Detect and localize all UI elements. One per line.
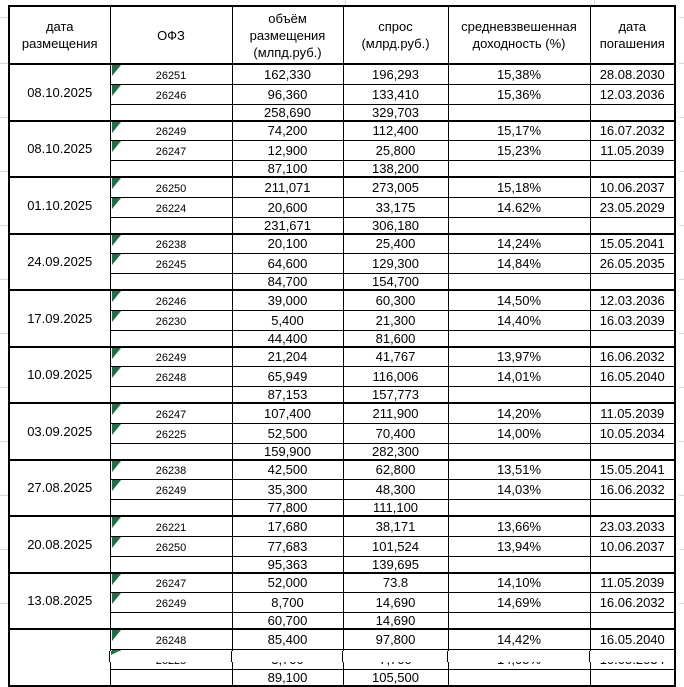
empty-cell[interactable] [110,556,232,573]
header-line: ОФЗ [157,27,185,43]
ofz-code-cell[interactable] [110,423,232,443]
maturity-date-cell[interactable]: 26.05.2035 [590,254,675,274]
demand-cell[interactable]: 25,400 [343,234,448,254]
placement-date-cell[interactable]: 27.08.2025 [9,460,110,517]
empty-cell[interactable] [590,669,675,686]
worksheet-gridline [679,441,684,442]
demand-cell[interactable]: 21,300 [343,310,448,330]
yield-cell[interactable]: 13,97% [448,347,590,367]
error-indicator-triangle-icon [112,291,121,302]
worksheet-gridline [679,63,684,64]
table-row [9,460,675,480]
empty-cell[interactable] [448,104,590,121]
worksheet-gridline [679,17,684,18]
empty-cell[interactable] [590,217,675,234]
ofz-code-cell[interactable] [110,121,232,141]
yield-cell[interactable]: 13,66% [448,516,590,536]
demand-cell[interactable]: 116,006 [343,367,448,387]
demand-cell[interactable]: 25,800 [343,141,448,161]
empty-cell[interactable] [448,217,590,234]
worksheet-gridline [0,279,8,280]
demand-cell[interactable]: 101,524 [343,536,448,556]
empty-cell[interactable] [448,556,590,573]
worksheet-gridline [679,117,684,118]
worksheet-gridline [0,495,8,496]
header-line: (млпд.руб.) [253,44,322,60]
placement-date-cell[interactable]: 10.09.2025 [9,347,110,404]
cell-border-stub [231,651,232,662]
ofz-code-cell[interactable] [110,480,232,500]
ofz-code: 26250 [155,182,187,195]
error-indicator-triangle-icon [112,122,121,133]
empty-cell[interactable] [110,443,232,460]
volume-cell[interactable]: 211,071 [232,177,343,197]
demand-cell[interactable]: 41,767 [343,347,448,367]
yield-cell[interactable]: 14,42% [448,629,590,649]
volume-cell[interactable]: 52,500 [232,423,343,443]
empty-cell[interactable] [110,387,232,404]
yield-cell[interactable]: 15,36% [448,84,590,104]
worksheet-gridline [0,333,8,334]
demand-cell[interactable]: 48,300 [343,480,448,500]
placement-date-cell[interactable]: 13.08.2025 [9,573,110,630]
empty-cell[interactable] [110,161,232,178]
empty-cell[interactable] [110,104,232,121]
maturity-date-cell[interactable]: 16.03.2039 [590,310,675,330]
ofz-code: 26238 [155,465,187,478]
error-indicator-triangle-icon [112,311,121,322]
ofz-code-cell[interactable] [110,536,232,556]
volume-total-cell[interactable]: 60,700 [232,613,343,630]
error-indicator-triangle-icon [112,537,121,548]
error-indicator-triangle-icon [112,235,121,246]
header-maturity-date[interactable] [590,6,675,64]
yield-cell[interactable]: 14,00% [448,423,590,443]
worksheet-gridline [0,225,8,226]
demand-cell[interactable]: 73.8 [343,573,448,593]
bottom-row-sliver [8,651,678,662]
yield-cell[interactable]: 14,20% [448,403,590,423]
error-indicator-triangle-icon [112,574,121,585]
ofz-code: 26246 [155,89,187,102]
maturity-date-cell[interactable]: 28.08.2030 [590,64,675,84]
maturity-date-cell[interactable]: 23.05.2029 [590,197,675,217]
volume-total-cell[interactable]: 231,671 [232,217,343,234]
error-indicator-triangle-icon [112,85,121,96]
yield-cell[interactable]: 15,17% [448,121,590,141]
worksheet-gridline [0,441,8,442]
worksheet-gridline [679,603,684,604]
header-line: дата [45,19,74,34]
ofz-code: 26248 [155,372,187,384]
demand-cell[interactable]: 112,400 [343,121,448,141]
maturity-date-cell[interactable]: 16.05.2040 [590,629,675,649]
demand-cell[interactable]: 196,293 [343,64,448,84]
worksheet-gridline [0,387,8,388]
maturity-date-cell[interactable]: 12.03.2036 [590,84,675,104]
maturity-date-cell[interactable]: 10.06.2037 [590,536,675,556]
volume-total-cell[interactable]: 84,700 [232,274,343,291]
maturity-date-cell[interactable]: 16.06.2032 [590,593,675,613]
maturity-date-cell[interactable]: 23.03.2033 [590,516,675,536]
ofz-code: 26249 [155,352,187,365]
error-indicator-triangle-icon [112,424,121,435]
empty-cell[interactable] [448,443,590,460]
empty-cell[interactable] [590,613,675,630]
demand-total-cell[interactable]: 329,703 [343,104,448,121]
maturity-date-cell[interactable]: 11.05.2039 [590,573,675,593]
placement-date-cell[interactable]: 24.09.2025 [9,234,110,291]
maturity-date-cell[interactable]: 10.06.2037 [590,177,675,197]
demand-total-cell[interactable]: 105,500 [343,669,448,686]
volume-cell[interactable]: 42,500 [232,460,343,480]
placement-date-cell[interactable]: 17.09.2025 [9,290,110,347]
empty-cell[interactable] [590,161,675,178]
demand-cell[interactable]: 273,005 [343,177,448,197]
table-row [9,403,675,423]
ofz-code-cell[interactable] [110,177,232,197]
header-line: размещения [249,27,326,43]
ofz-code-cell[interactable] [110,403,232,423]
yield-cell[interactable]: 13,94% [448,536,590,556]
ofz-code-cell[interactable] [110,197,232,217]
table-row [9,516,675,536]
volume-cell[interactable]: 96,360 [232,84,343,104]
demand-cell[interactable]: 211,900 [343,403,448,423]
worksheet-gridline [0,117,8,118]
ofz-code: 26249 [155,485,187,497]
worksheet-gridline [679,495,684,496]
table-header [9,6,675,64]
error-indicator-triangle-icon [112,178,121,189]
ofz-code: 26225 [155,428,187,441]
ofz-code: 26251 [155,69,187,82]
volume-cell[interactable]: 65,949 [232,367,343,387]
demand-cell[interactable]: 60,300 [343,290,448,310]
table-row [9,121,675,141]
error-indicator-triangle-icon [112,198,121,209]
ofz-code: 26250 [155,541,187,554]
maturity-date-cell[interactable]: 16.06.2032 [590,480,675,500]
table-row [9,64,675,84]
placement-date-cell[interactable]: 08.10.2025 [9,121,110,178]
error-indicator-triangle-icon [112,367,121,378]
volume-cell[interactable]: 21,204 [232,347,343,367]
header-yield[interactable] [448,6,590,64]
worksheet-gridline [0,603,8,604]
error-indicator-triangle-icon [112,480,121,491]
maturity-date-cell[interactable]: 15.05.2041 [590,460,675,480]
table-row [9,629,675,649]
yield-cell[interactable]: 14,10% [448,573,590,593]
volume-cell[interactable]: 85,400 [232,629,343,649]
demand-cell[interactable]: 62,800 [343,460,448,480]
cell-border-stub [447,651,448,662]
cell-border-stub [8,651,10,662]
ofz-code: 26230 [155,315,187,328]
volume-cell[interactable]: 52,000 [232,573,343,593]
empty-cell[interactable] [448,387,590,404]
empty-cell[interactable] [110,330,232,347]
empty-cell[interactable] [110,613,232,630]
header-line: объём [268,10,307,26]
ofz-code-cell[interactable] [110,254,232,274]
empty-cell[interactable] [448,330,590,347]
volume-cell[interactable]: 12,900 [232,141,343,161]
volume-cell[interactable]: 20,600 [232,197,343,217]
ofz-code: 26248 [155,634,187,647]
ofz-code-cell[interactable] [110,234,232,254]
header-row [9,6,675,64]
demand-cell[interactable]: 129,300 [343,254,448,274]
yield-cell[interactable]: 14,40% [448,310,590,330]
worksheet-gridline [679,279,684,280]
worksheet-gridline [679,549,684,550]
empty-cell[interactable] [590,443,675,460]
ofz-code-cell[interactable] [110,347,232,367]
yield-cell[interactable]: 14,24% [448,234,590,254]
header-line: дата [618,19,647,34]
maturity-date-cell[interactable]: 16.05.2040 [590,367,675,387]
error-indicator-triangle-icon [112,348,121,359]
demand-total-cell[interactable]: 139,695 [343,556,448,573]
table-row [9,347,675,367]
ofz-code-cell[interactable] [110,367,232,387]
cell-border-stub [109,651,110,662]
empty-cell[interactable] [110,500,232,517]
volume-total-cell[interactable]: 87,153 [232,387,343,404]
yield-cell[interactable]: 14,03% [448,480,590,500]
worksheet-gridline [679,387,684,388]
empty-cell[interactable] [110,274,232,291]
yield-cell[interactable]: 14,84% [448,254,590,274]
yield-cell[interactable]: 15,18% [448,177,590,197]
header-volume[interactable] [232,6,343,64]
yield-cell[interactable]: 14,01% [448,367,590,387]
placement-date-cell[interactable]: 08.10.2025 [9,64,110,121]
empty-cell[interactable] [448,669,590,686]
demand-cell[interactable]: 33,175 [343,197,448,217]
maturity-date-cell[interactable]: 11.05.2039 [590,403,675,423]
ofz-code-cell[interactable] [110,629,232,649]
worksheet-gridline [0,17,8,18]
empty-cell[interactable] [448,500,590,517]
table-body [9,64,675,686]
yield-cell[interactable]: 13,51% [448,460,590,480]
ofz-code-cell[interactable] [110,64,232,84]
error-indicator-triangle-icon [112,254,121,265]
placement-date-cell[interactable]: 01.10.2025 [9,177,110,234]
volume-cell[interactable]: 107,400 [232,403,343,423]
yield-cell[interactable]: 15,38% [448,64,590,84]
demand-total-cell[interactable]: 81,600 [343,330,448,347]
placement-date-cell[interactable]: 20.08.2025 [9,516,110,573]
error-indicator-triangle-icon [112,517,121,528]
header-placement-date[interactable] [9,6,110,64]
worksheet-gridline [679,171,684,172]
placement-date-cell[interactable]: 03.09.2025 [9,403,110,460]
volume-cell[interactable]: 39,000 [232,290,343,310]
volume-cell[interactable]: 162,330 [232,64,343,84]
maturity-date-cell[interactable]: 10.05.2034 [590,423,675,443]
volume-cell[interactable]: 5,400 [232,310,343,330]
header-demand[interactable] [343,6,448,64]
table-row [9,290,675,310]
maturity-date-cell[interactable]: 15.05.2041 [590,234,675,254]
demand-total-cell[interactable]: 282,300 [343,443,448,460]
maturity-date-cell[interactable]: 12.03.2036 [590,290,675,310]
ofz-code: 26247 [155,578,187,591]
ofz-code-cell[interactable] [110,593,232,613]
volume-cell[interactable]: 20,100 [232,234,343,254]
ofz-code-cell[interactable] [110,460,232,480]
demand-total-cell[interactable]: 14,690 [343,613,448,630]
ofz-code-cell[interactable] [110,290,232,310]
ofz-auction-table [8,5,676,687]
left-margin [0,0,8,662]
volume-total-cell[interactable]: 95,363 [232,556,343,573]
error-indicator-triangle-icon [112,141,121,152]
volume-total-cell[interactable]: 77,800 [232,500,343,517]
ofz-code-cell[interactable] [110,573,232,593]
volume-cell[interactable]: 77,683 [232,536,343,556]
worksheet-gridline [0,63,8,64]
volume-total-cell[interactable]: 87,100 [232,161,343,178]
error-indicator-triangle-icon [112,404,121,415]
volume-cell[interactable]: 17,680 [232,516,343,536]
demand-cell[interactable]: 14,690 [343,593,448,613]
volume-cell[interactable]: 35,300 [232,480,343,500]
demand-total-cell[interactable]: 154,700 [343,274,448,291]
table-row [9,573,675,593]
demand-cell[interactable]: 133,410 [343,84,448,104]
empty-cell[interactable] [448,161,590,178]
ofz-code: 26245 [155,259,187,271]
volume-cell[interactable]: 64,600 [232,254,343,274]
error-indicator-triangle-icon [111,651,119,655]
empty-cell[interactable] [590,330,675,347]
ofz-code-cell[interactable] [110,516,232,536]
volume-total-cell[interactable]: 44,400 [232,330,343,347]
table-row [9,177,675,197]
worksheet-gridline [679,333,684,334]
table-row [9,234,675,254]
worksheet-gridline [679,225,684,226]
empty-cell[interactable] [590,500,675,517]
yield-cell[interactable]: 14.62% [448,197,590,217]
volume-cell[interactable]: 74,200 [232,121,343,141]
ofz-code: 26249 [155,126,187,139]
ofz-code-cell[interactable] [110,84,232,104]
yield-cell[interactable]: 14,69% [448,593,590,613]
demand-total-cell[interactable]: 157,773 [343,387,448,404]
header-line: погашения [599,36,665,51]
ofz-code: 26221 [155,521,187,534]
empty-cell[interactable] [110,217,232,234]
right-margin [679,0,684,662]
cell-border-stub [342,651,343,662]
error-indicator-triangle-icon [112,593,121,604]
ofz-code: 26246 [155,295,187,308]
ofz-code: 26249 [155,598,187,610]
ofz-code: 26247 [155,146,187,158]
header-line: средневзвешенная [461,19,577,34]
empty-cell[interactable] [590,274,675,291]
volume-total-cell[interactable]: 159,900 [232,443,343,460]
header-line: (млрд.руб.) [361,36,430,51]
volume-total-cell[interactable]: 258,690 [232,104,343,121]
demand-total-cell[interactable]: 138,200 [343,161,448,178]
demand-total-cell[interactable]: 111,100 [343,500,448,517]
error-indicator-triangle-icon [112,461,121,472]
demand-total-cell[interactable]: 306,180 [343,217,448,234]
empty-cell[interactable] [448,274,590,291]
empty-cell[interactable] [448,613,590,630]
empty-cell[interactable] [110,669,232,686]
yield-cell[interactable]: 15,23% [448,141,590,161]
ofz-code-cell[interactable] [110,141,232,161]
empty-cell[interactable] [590,556,675,573]
worksheet-gridline [0,171,8,172]
cell-border-stub [674,651,676,662]
ofz-code: 26247 [155,408,187,421]
empty-cell[interactable] [590,387,675,404]
header-line: доходность (%) [472,36,566,51]
header-line: размещения [21,36,98,51]
empty-cell[interactable] [590,104,675,121]
maturity-date-cell[interactable]: 16.07.2032 [590,121,675,141]
error-indicator-triangle-icon [112,65,121,76]
volume-total-cell[interactable]: 89,100 [232,669,343,686]
demand-cell[interactable]: 38,171 [343,516,448,536]
demand-cell[interactable]: 70,400 [343,423,448,443]
maturity-date-cell[interactable]: 16.06.2032 [590,347,675,367]
demand-cell[interactable]: 97,800 [343,629,448,649]
ofz-code: 26238 [155,239,187,252]
error-indicator-triangle-icon [112,630,121,641]
header-line: спрос [378,19,413,34]
header-ofz[interactable] [110,6,232,64]
ofz-code-cell[interactable] [110,310,232,330]
ofz-code: 26224 [155,202,187,215]
worksheet-gridline [0,549,8,550]
volume-cell[interactable]: 8,700 [232,593,343,613]
cell-border-stub [589,651,590,662]
yield-cell[interactable]: 14,50% [448,290,590,310]
maturity-date-cell[interactable]: 11.05.2039 [590,141,675,161]
